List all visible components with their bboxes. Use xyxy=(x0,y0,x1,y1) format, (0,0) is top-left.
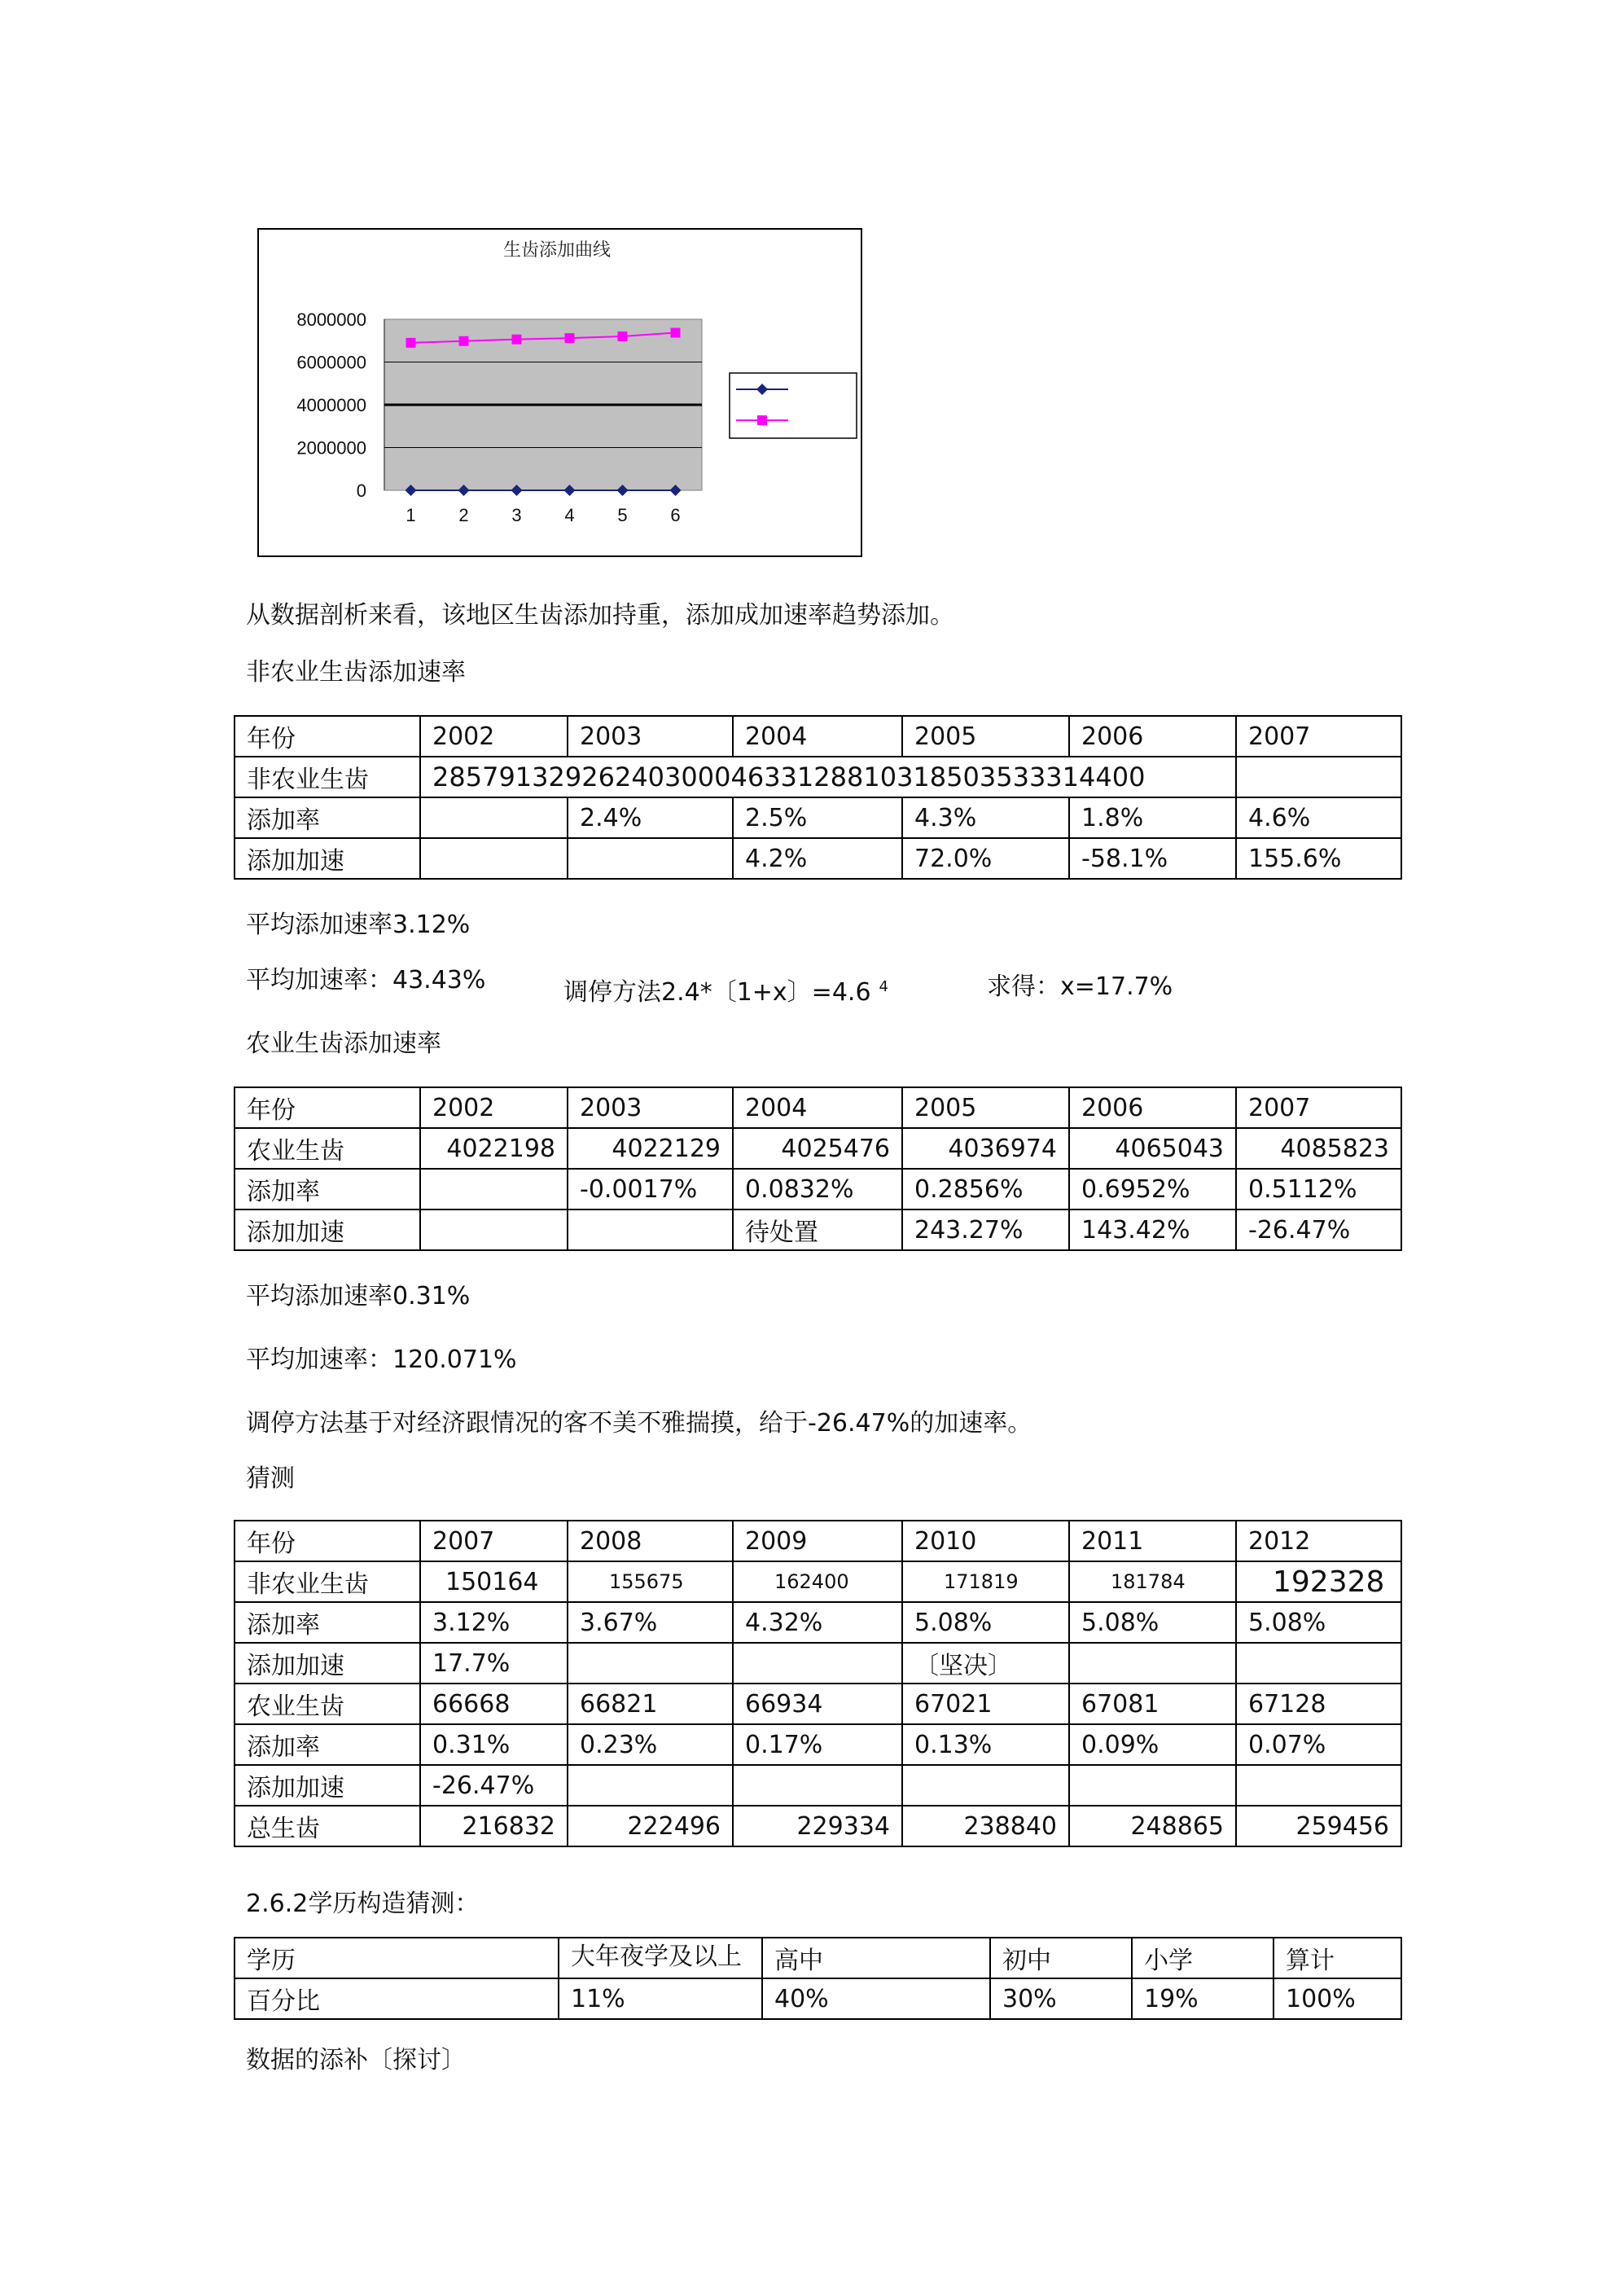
table-row xyxy=(235,1209,1401,1250)
table-cell: 2003 xyxy=(568,716,733,757)
heading-education-forecast: 2.6.2学历构造猜测： xyxy=(246,1890,480,1918)
table-cell xyxy=(420,797,568,838)
table-cell: 2002 xyxy=(420,1087,568,1128)
table-cell xyxy=(568,1643,733,1684)
table-row xyxy=(235,1765,1401,1806)
table-cell: -58.1% xyxy=(1069,838,1236,879)
table-cell: 待处置 xyxy=(733,1209,902,1250)
table-cell: 2011 xyxy=(1069,1521,1236,1561)
table-cell: 67128 xyxy=(1236,1684,1401,1724)
table-cell: 3.12% xyxy=(420,1602,568,1643)
table-cell: 2005 xyxy=(902,716,1069,757)
population-growth-chart xyxy=(259,230,864,559)
table-cell: 155.6% xyxy=(1236,838,1401,879)
table-row xyxy=(235,838,1401,879)
table-cell: 0.09% xyxy=(1069,1724,1236,1765)
table-cell: 4036974 xyxy=(902,1128,1069,1169)
exponent: 4 xyxy=(879,978,888,995)
table-cell: 2010 xyxy=(902,1521,1069,1561)
table-cell: -0.0017% xyxy=(568,1169,733,1209)
table-cell: 0.31% xyxy=(420,1724,568,1765)
table-cell: 添加加速 xyxy=(235,1643,420,1684)
table-cell: 155675 xyxy=(568,1561,733,1602)
table-cell: 〔坚决〕 xyxy=(902,1643,1069,1684)
table-cell: 17.7% xyxy=(420,1643,568,1684)
analysis-paragraph: 从数据剖析来看，该地区生齿添加持重，添加成加速率趋势添加。 xyxy=(246,601,954,630)
table-cell: 非农业生齿 xyxy=(235,757,420,797)
table-cell: 年份 xyxy=(235,716,420,757)
table-cell: 248865 xyxy=(1069,1806,1236,1846)
data-point xyxy=(671,328,681,338)
y-tick-label: 0 xyxy=(356,481,366,501)
table-cell: 0.5112% xyxy=(1236,1169,1401,1209)
table-cell: 30% xyxy=(990,1978,1132,2019)
table-row xyxy=(235,1521,1401,1561)
table-cell: 2009 xyxy=(733,1521,902,1561)
table-row xyxy=(235,1602,1401,1643)
table-cell: 4.32% xyxy=(733,1602,902,1643)
table-cell: 4025476 xyxy=(733,1128,902,1169)
table-cell: 小学 xyxy=(1132,1938,1273,1978)
table-cell: 0.2856% xyxy=(902,1169,1069,1209)
data-point xyxy=(512,335,522,345)
table-cell xyxy=(420,1209,568,1250)
y-tick-label: 8000000 xyxy=(296,309,366,330)
table-cell: 0.0832% xyxy=(733,1169,902,1209)
table-cell xyxy=(733,1643,902,1684)
table-cell: 算计 xyxy=(1273,1938,1401,1978)
table-cell: 初中 xyxy=(990,1938,1132,1978)
table-cell: 1.8% xyxy=(1069,797,1236,838)
avg-growth-rate-2: 平均添加速率0.31% xyxy=(246,1282,471,1310)
table-row xyxy=(235,757,1401,797)
heading-data-supplement: 数据的添补〔探讨〕 xyxy=(246,2046,466,2074)
agri-growth-table xyxy=(234,1087,1402,1251)
legend-marker xyxy=(757,415,767,425)
table-row xyxy=(235,1938,1401,1978)
table-row xyxy=(235,1978,1401,2019)
table-cell xyxy=(733,1765,902,1806)
table-cell: 年份 xyxy=(235,1087,420,1128)
table-row xyxy=(235,1087,1401,1128)
table-cell: 0.23% xyxy=(568,1724,733,1765)
table-cell: 4.2% xyxy=(733,838,902,879)
table-cell xyxy=(1069,1643,1236,1684)
table-cell xyxy=(420,1169,568,1209)
table-cell xyxy=(568,1765,733,1806)
data-point xyxy=(618,331,628,341)
table-row xyxy=(235,1724,1401,1765)
solve-result-1: 求得：x=17.7% xyxy=(987,972,1173,1001)
table-row xyxy=(235,716,1401,757)
table-cell xyxy=(902,1765,1069,1806)
table-cell: 0.07% xyxy=(1236,1724,1401,1765)
table-cell: 2002 xyxy=(420,716,568,757)
adjust-method-2: 调停方法基于对经济跟情况的客不美不雅揣摸，给于-26.47%的加速率。 xyxy=(246,1409,1032,1438)
table-cell: 150164 xyxy=(420,1561,568,1602)
table-cell: 4022129 xyxy=(568,1128,733,1169)
table-cell: 4.3% xyxy=(902,797,1069,838)
table-cell: 2008 xyxy=(568,1521,733,1561)
chart-frame xyxy=(257,228,862,557)
table-cell: 非农业生齿 xyxy=(235,1561,420,1602)
y-tick-label: 6000000 xyxy=(296,352,366,373)
table-cell: 2007 xyxy=(1236,1087,1401,1128)
table-cell: 0.13% xyxy=(902,1724,1069,1765)
x-tick-label: 6 xyxy=(670,505,681,525)
table-row xyxy=(235,1128,1401,1169)
table-cell: 66934 xyxy=(733,1684,902,1724)
adjust-formula: 调停方法2.4*〔1+x〕=4.6 xyxy=(563,978,871,1007)
table-cell-overflow-value: 2857913292624030004633128810318503533314400 xyxy=(420,757,1236,797)
table-cell xyxy=(1069,1765,1236,1806)
table-cell: 66668 xyxy=(420,1684,568,1724)
table-cell: 百分比 xyxy=(235,1978,559,2019)
table-cell: 添加率 xyxy=(235,797,420,838)
table-cell xyxy=(1236,757,1401,797)
table-cell: 农业生齿 xyxy=(235,1684,420,1724)
table-cell: 222496 xyxy=(568,1806,733,1846)
heading-forecast: 猜测 xyxy=(246,1464,295,1493)
table-cell: 229334 xyxy=(733,1806,902,1846)
table-cell: 162400 xyxy=(733,1561,902,1602)
x-tick-label: 2 xyxy=(458,505,469,525)
table-cell: 2006 xyxy=(1069,716,1236,757)
table-cell: 5.08% xyxy=(1069,1602,1236,1643)
table-cell: 67021 xyxy=(902,1684,1069,1724)
table-cell: 添加加速 xyxy=(235,1765,420,1806)
data-point xyxy=(565,333,575,343)
table-cell: 19% xyxy=(1132,1978,1273,2019)
table-cell: 259456 xyxy=(1236,1806,1401,1846)
table-cell: 5.08% xyxy=(902,1602,1069,1643)
x-tick-label: 4 xyxy=(564,505,575,525)
table-cell: 2007 xyxy=(1236,716,1401,757)
table-cell: 高中 xyxy=(762,1938,990,1978)
chart-title: 生齿添加曲线 xyxy=(502,240,612,261)
education-table xyxy=(234,1937,1402,2020)
table-cell: 66821 xyxy=(568,1684,733,1724)
table-cell: 11% xyxy=(559,1978,762,2019)
table-cell: 2006 xyxy=(1069,1087,1236,1128)
table-row xyxy=(235,1643,1401,1684)
table-row xyxy=(235,1561,1401,1602)
table-cell: 2007 xyxy=(420,1521,568,1561)
table-cell: 67081 xyxy=(1069,1684,1236,1724)
table-cell: 4022198 xyxy=(420,1128,568,1169)
table-row xyxy=(235,1169,1401,1209)
legend-box xyxy=(730,373,857,438)
table-cell: 3.67% xyxy=(568,1602,733,1643)
table-cell: 100% xyxy=(1273,1978,1401,2019)
forecast-table xyxy=(234,1520,1402,1847)
table-cell: 添加加速 xyxy=(235,1209,420,1250)
table-cell: 4.6% xyxy=(1236,797,1401,838)
x-tick-label: 1 xyxy=(406,505,416,525)
table-cell: 添加率 xyxy=(235,1724,420,1765)
table-cell: 72.0% xyxy=(902,838,1069,879)
table-cell: 大年夜学及以上 xyxy=(559,1938,762,1978)
table-cell: 添加率 xyxy=(235,1602,420,1643)
heading-nonagri-rate: 非农业生齿添加速率 xyxy=(246,658,466,687)
data-point xyxy=(459,336,469,346)
table-cell: 0.6952% xyxy=(1069,1169,1236,1209)
table-cell: 2005 xyxy=(902,1087,1069,1128)
table-cell: 4085823 xyxy=(1236,1128,1401,1169)
table-cell: 243.27% xyxy=(902,1209,1069,1250)
table-cell: 农业生齿 xyxy=(235,1128,420,1169)
table-cell: 181784 xyxy=(1069,1561,1236,1602)
table-cell: -26.47% xyxy=(420,1765,568,1806)
table-row xyxy=(235,1806,1401,1846)
x-tick-label: 5 xyxy=(617,505,628,525)
nonagri-growth-table xyxy=(234,715,1402,880)
data-point xyxy=(406,338,416,348)
table-cell: 40% xyxy=(762,1978,990,2019)
y-tick-label: 4000000 xyxy=(296,395,366,415)
avg-growth-rate-1: 平均添加速率3.12% xyxy=(246,911,471,939)
avg-acceleration-2: 平均加速率：120.071% xyxy=(246,1346,517,1374)
table-cell: 216832 xyxy=(420,1806,568,1846)
table-row xyxy=(235,1684,1401,1724)
table-cell xyxy=(1236,1643,1401,1684)
avg-acceleration-1: 平均加速率：43.43% xyxy=(246,966,486,994)
table-cell xyxy=(568,838,733,879)
adjust-method-1 xyxy=(563,971,888,1009)
table-cell: 总生齿 xyxy=(235,1806,420,1846)
table-row xyxy=(235,797,1401,838)
x-tick-label: 3 xyxy=(511,505,522,525)
table-cell: 学历 xyxy=(235,1938,559,1978)
table-cell: 192328 xyxy=(1236,1561,1401,1602)
table-cell xyxy=(1236,1765,1401,1806)
table-cell: 171819 xyxy=(902,1561,1069,1602)
table-cell: -26.47% xyxy=(1236,1209,1401,1250)
table-cell xyxy=(420,838,568,879)
table-cell: 238840 xyxy=(902,1806,1069,1846)
table-cell: 2004 xyxy=(733,716,902,757)
y-tick-label: 2000000 xyxy=(296,437,366,459)
table-cell: 2.5% xyxy=(733,797,902,838)
table-cell: 添加率 xyxy=(235,1169,420,1209)
table-cell: 2012 xyxy=(1236,1521,1401,1561)
table-cell: 143.42% xyxy=(1069,1209,1236,1250)
table-cell: 添加加速 xyxy=(235,838,420,879)
table-cell: 年份 xyxy=(235,1521,420,1561)
heading-agri-rate: 农业生齿添加速率 xyxy=(246,1029,441,1058)
table-cell xyxy=(568,1209,733,1250)
table-cell: 0.17% xyxy=(733,1724,902,1765)
table-cell: 2.4% xyxy=(568,797,733,838)
table-cell: 5.08% xyxy=(1236,1602,1401,1643)
table-cell: 4065043 xyxy=(1069,1128,1236,1169)
table-cell: 2003 xyxy=(568,1087,733,1128)
table-cell: 2004 xyxy=(733,1087,902,1128)
